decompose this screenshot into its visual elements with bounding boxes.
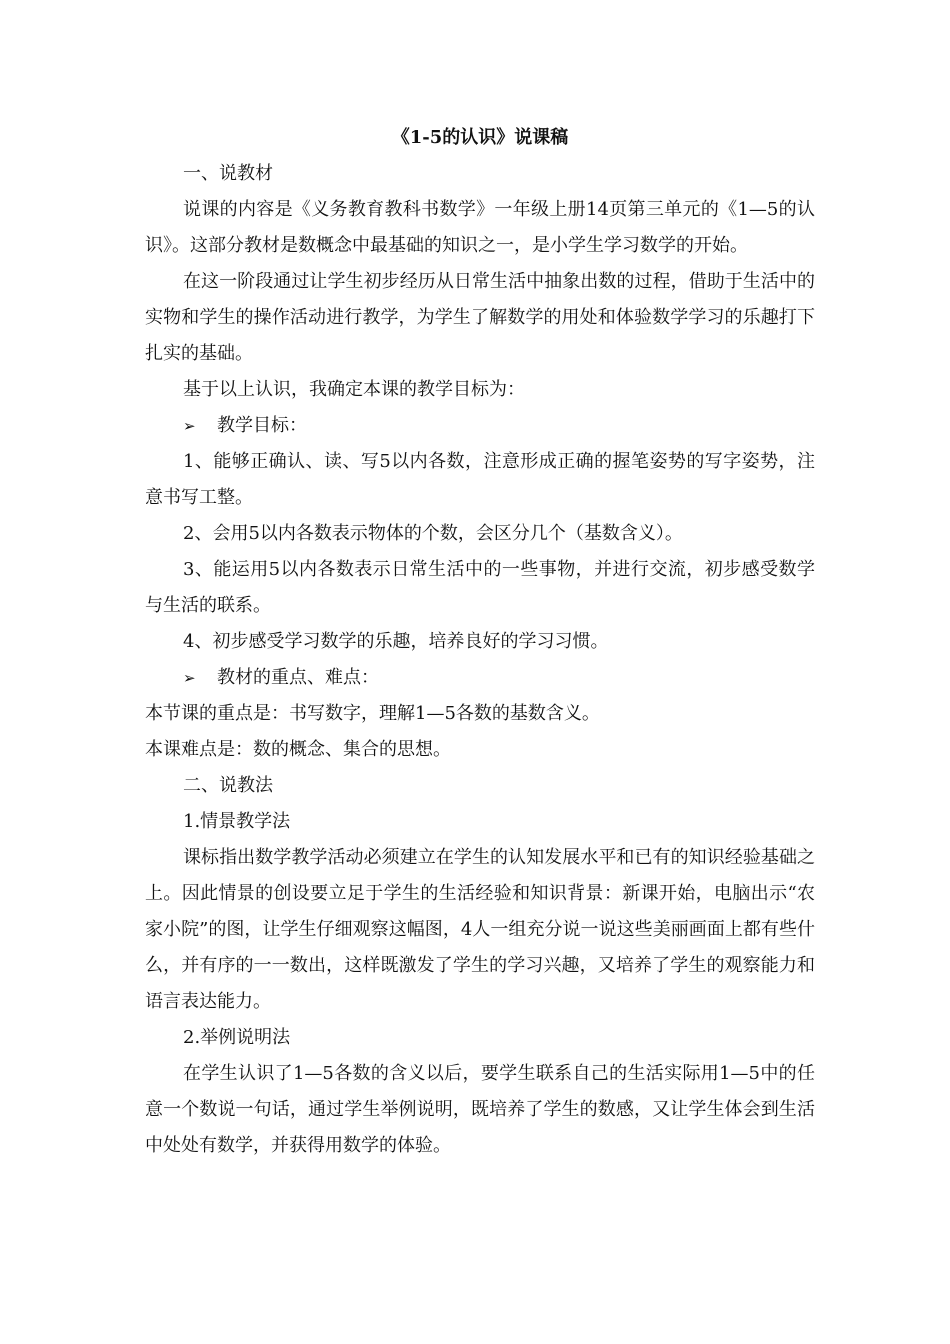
goal-item-2: 2、会用5以内各数表示物体的个数，会区分几个（基数含义）。 [183, 523, 683, 544]
document-title: 《1-5的认识》说课稿 [391, 127, 569, 148]
section-heading-2: 二、说教法 [183, 775, 273, 796]
paragraph-stage: 在这一阶段通过让学生初步经历从日常生活中抽象出数的过程，借助于生活中的实物和学生的操作活动进行教学，为学生了解数学的用处和体验数学学习的乐趣打下扎实的基础。 [145, 271, 815, 364]
goal-item-1: 1、能够正确认、读、写5以内各数，注意形成正确的握笔姿势的写字姿势，注意书写工整。 [145, 451, 815, 508]
bullet-key-points [145, 660, 815, 696]
method-heading-1: 1.情景教学法 [183, 811, 291, 832]
paragraph-intro: 说课的内容是《义务教育教科书数学》一年级上册14页第三单元的《1—5的认识》。这部分教材是数概念中最基础的知识之一，是小学生学习数学的开始。 [145, 199, 815, 256]
method-heading-2: 2.举例说明法 [183, 1027, 291, 1048]
bullet-label: 教学目标： [217, 415, 307, 436]
bullet-label: 教材的重点、难点： [217, 667, 379, 688]
section-heading-1: 一、说教材 [183, 163, 273, 184]
arrow-bullet-icon: ➢ [183, 417, 196, 435]
key-point-text: 本节课的重点是：书写数字，理解1—5各数的基数含义。 [145, 703, 600, 724]
difficulty-text: 本课难点是：数的概念、集合的思想。 [145, 739, 451, 760]
paragraph-basis: 基于以上认识，我确定本课的教学目标为： [183, 379, 525, 400]
method-text-1: 课标指出数学教学活动必须建立在学生的认知发展水平和已有的知识经验基础之上。因此情景的创设要立足于学生的生活经验和知识背景：新课开始，电脑出示“农家小院”的图，让学生仔细观察这幅图，4人一组充分说一说这些美丽画面上都有些什么，并有序的一一数出，这样既激发了学生的学习兴趣，又培养了学生的观察能力和语言表达能力。 [145, 847, 815, 1012]
goal-item-4: 4、初步感受学习数学的乐趣，培养良好的学习习惯。 [183, 631, 609, 652]
document-page [145, 120, 815, 1164]
arrow-bullet-icon: ➢ [183, 669, 196, 687]
bullet-teaching-goals [145, 408, 815, 444]
goal-item-3: 3、能运用5以内各数表示日常生活中的一些事物，并进行交流，初步感受数学与生活的联系。 [145, 559, 815, 616]
method-text-2: 在学生认识了1—5各数的含义以后，要学生联系自己的生活实际用1—5中的任意一个数说一句话，通过学生举例说明，既培养了学生的数感，又让学生体会到生活中处处有数学，并获得用数学的体验。 [145, 1063, 815, 1156]
